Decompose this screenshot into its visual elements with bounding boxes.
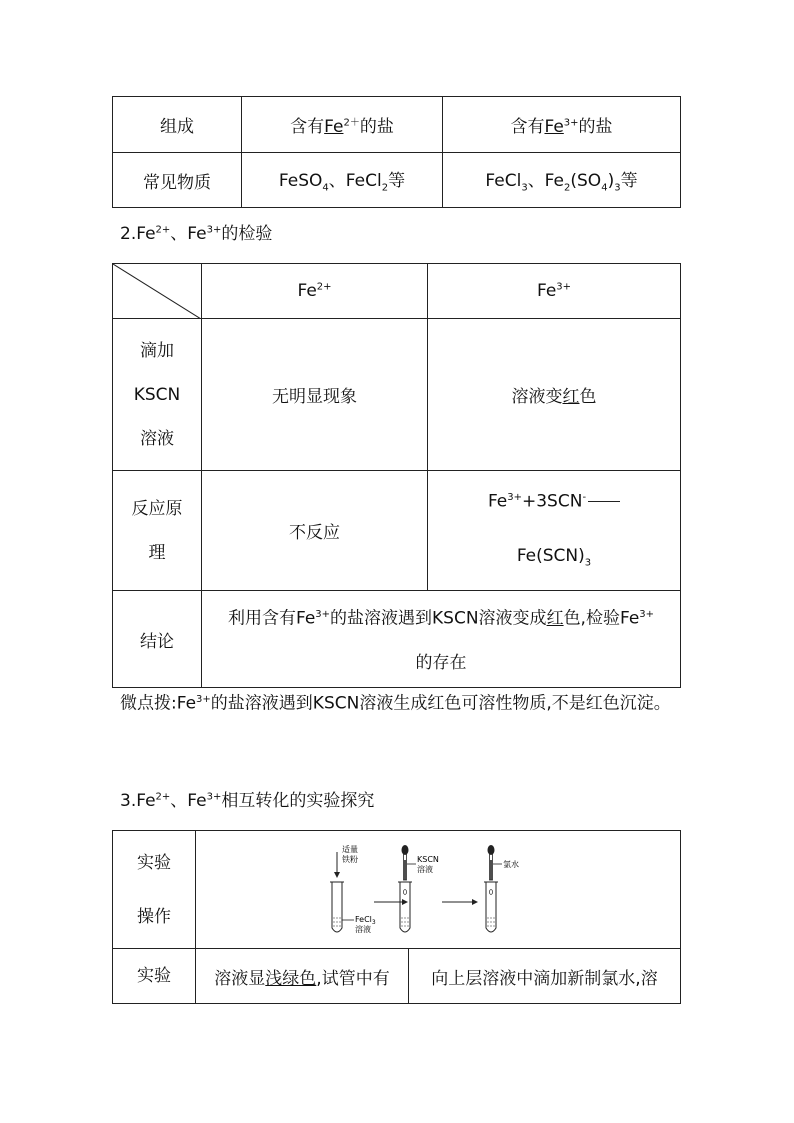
label-fecl3-solution: 溶液: [355, 924, 371, 934]
label-iron-powder: 铁粉: [342, 854, 358, 864]
row-label-composition: 组成: [113, 97, 242, 153]
label-add: 适量: [342, 844, 358, 854]
cell-iron-result: 溶液显浅绿色,试管中有: [196, 949, 409, 1004]
col-header-fe3: $Fe^{3+}$: [428, 264, 681, 319]
col-header-fe2: $Fe^{2+}$: [202, 264, 428, 319]
dropper-2: [488, 845, 495, 880]
conversion-table: [112, 830, 681, 1004]
row-label-conclusion: 结论: [113, 591, 202, 688]
process-arrowhead-2: [472, 899, 478, 905]
row-label-add-kscn: 滴加 KSCN 溶液: [113, 319, 202, 471]
cell-fe2-kscn-result: 无明显现象: [202, 319, 428, 471]
row-label-common-substances: 常见物质: [113, 153, 242, 208]
dropper-1: [402, 845, 409, 880]
diagonal-header-cell: [113, 264, 202, 319]
test-tube-2: [398, 882, 412, 932]
row-label-reaction-principle: 反应原 理: [113, 471, 202, 591]
cell-fe3-kscn-result: 溶液变红色: [428, 319, 681, 471]
cell-chlorine-step: 向上层溶液中滴加新制氯水,溶: [409, 949, 681, 1004]
label-fecl3: FeCl$_3$: [355, 914, 376, 926]
test-tube-1: [330, 882, 344, 932]
section2-heading: $2.Fe^{2+}$、$Fe^{3+}$的检验: [120, 224, 273, 244]
test-tube-diagram: [318, 840, 558, 940]
cell-fe3-equation: $Fe^{3+}+3SCN^-$ $Fe(SCN)_3$: [428, 471, 681, 591]
test-tube-3: [484, 882, 498, 932]
row-label-experiment: 实验: [113, 949, 196, 1004]
composition-table: [112, 96, 681, 208]
equation-line: [588, 501, 620, 502]
cell-fe2-examples: FeSO$_4$、FeCl$_2$等: [242, 153, 443, 208]
cell-fe3-salt: 含有$Fe^{3+}$的盐: [443, 97, 681, 153]
diagonal-line: [113, 264, 201, 319]
cell-fe2-no-reaction: 不反应: [202, 471, 428, 591]
experiment-diagram-cell: [196, 831, 681, 949]
label-chlorine-water: 氯水: [503, 859, 519, 869]
cell-conclusion: 利用含有$Fe^{3+}$的盐溶液遇到KSCN溶液变成红色,检验$Fe^{3+}$ 的存在: [202, 591, 681, 688]
label-kscn: KSCN: [417, 854, 439, 864]
cell-fe2-salt: 含有$Fe^{2+}$的盐: [242, 97, 443, 153]
process-arrowhead-1: [402, 899, 408, 905]
tip-paragraph: 微点拨$:Fe^{3+}$的盐溶液遇到KSCN溶液生成红色可溶性物质,不是红色沉淀。: [120, 693, 671, 714]
add-iron-arrowhead: [334, 872, 340, 878]
cell-fe3-examples: FeCl$_3$、$Fe_2(SO_4)_3$等: [443, 153, 681, 208]
row-label-experiment-operation: 实验 操作: [113, 831, 196, 949]
detection-table: [112, 263, 681, 688]
label-kscn-solution: 溶液: [417, 864, 433, 874]
section3-heading: $3.Fe^{2+}$、$Fe^{3+}$相互转化的实验探究: [120, 791, 375, 811]
